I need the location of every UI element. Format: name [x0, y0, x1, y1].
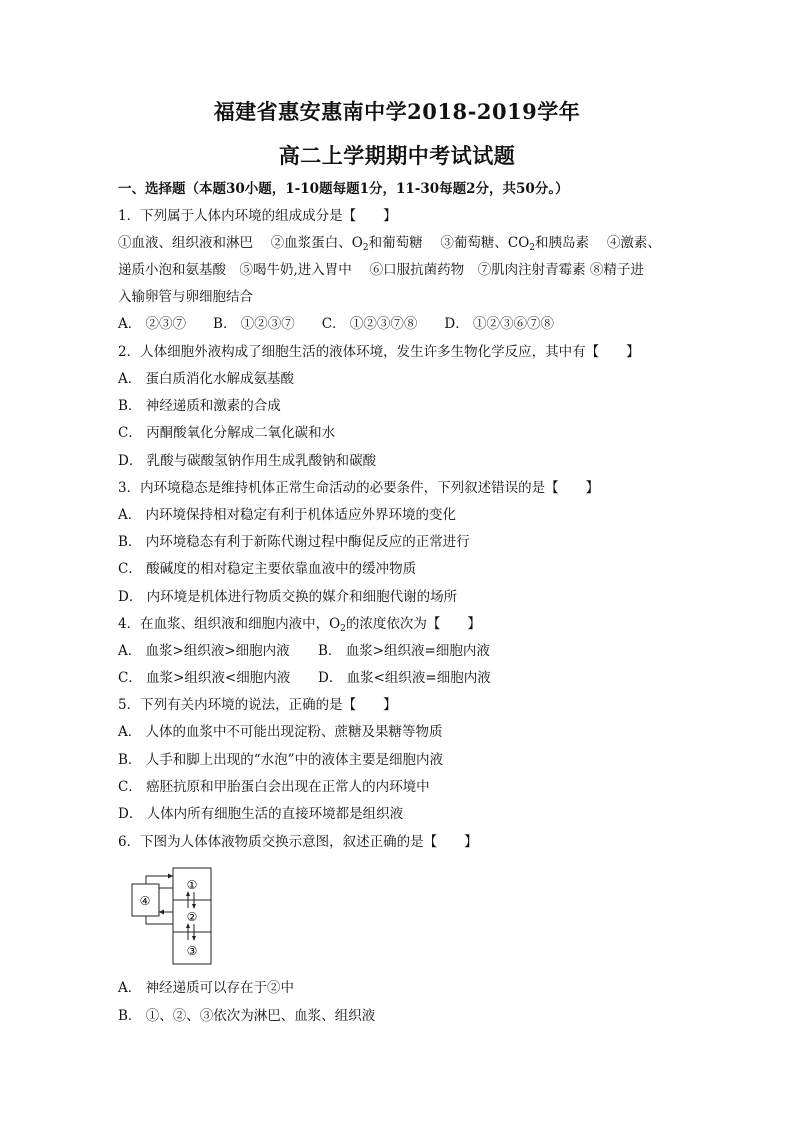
- label-4: ④: [139, 894, 151, 908]
- q2-option-c: C． 丙酮酸氧化分解成二氧化碳和水: [118, 425, 336, 441]
- q5-option-a: A． 人体的血浆中不可能出现淀粉、蔗糖及果糖等物质: [118, 724, 443, 740]
- q1-items-line1-c: 和胰岛素 ④激素、: [535, 235, 661, 251]
- q4-option-d: D． 血浆<组织液=细胞内液: [318, 670, 491, 686]
- q3-option-d: D． 内环境是机体进行物质交换的媒介和细胞代谢的场所: [118, 589, 458, 605]
- q5-option-b: B． 人手和脚上出现的“水泡”中的液体主要是细胞内液: [118, 752, 444, 768]
- q4-stem-b: 的浓度依次为【 】: [345, 616, 481, 632]
- q4-stem: [118, 615, 481, 633]
- q4-option-b: B． 血浆>组织液=细胞内液: [318, 643, 490, 659]
- label-1: ①: [186, 878, 198, 892]
- q2-option-b: B． 神经递质和激素的合成: [118, 398, 281, 414]
- section-heading: 一、选择题（本题30小题，1-10题每题1分，11-30每题2分，共50分。）: [118, 181, 569, 197]
- q1-stem: 1．下列属于人体内环境的组成成分是【 】: [118, 208, 397, 224]
- document-subtitle: 高二上学期期中考试试题: [278, 143, 516, 168]
- q4-options-row1: [118, 642, 490, 660]
- q5-option-c: C． 癌胚抗原和甲胎蛋白会出现在正常人的内环境中: [118, 779, 430, 795]
- q6-option-b: B． ①、②、③依次为淋巴、血浆、组织液: [118, 1008, 376, 1024]
- q4-o2-subscript: 2: [340, 624, 346, 634]
- q1-items-line2: 递质小泡和氨基酸 ⑤喝牛奶,进入胃中 ⑥口服抗菌药物 ⑦肌肉注射青霉素 ⑧精子进: [118, 262, 644, 278]
- q3-stem: 3．内环境稳态是维持机体正常生命活动的必要条件，下列叙述错误的是【 】: [118, 480, 600, 496]
- q1-items-line1-a: ①血液、组织液和淋巴 ②血浆蛋白、O: [118, 235, 363, 251]
- document-title: 福建省惠安惠南中学2018-2019学年: [213, 99, 581, 124]
- body-fluid-exchange-diagram: [128, 866, 218, 966]
- q2-option-d: D． 乳酸与碳酸氢钠作用生成乳酸钠和碳酸: [118, 453, 377, 469]
- q4-option-a: A． 血浆>组织液>细胞内液: [118, 643, 290, 659]
- q4-stem-a: 4．在血浆、组织液和细胞内液中，O: [118, 616, 341, 632]
- q5-option-d: D． 人体内所有细胞生活的直接环境都是组织液: [118, 806, 404, 822]
- label-3: ③: [186, 944, 198, 958]
- q1-items-line1: [118, 234, 661, 252]
- q3-option-a: A． 内环境保持相对稳定有利于机体适应外界环境的变化: [118, 507, 457, 523]
- q2-option-a: A． 蛋白质消化水解成氨基酸: [118, 371, 295, 387]
- q2-stem: 2．人体细胞外液构成了细胞生活的液体环境，发生许多生物化学反应，其中有【 】: [118, 344, 640, 360]
- co2-subscript: 2: [529, 243, 536, 253]
- q1-items-line3: 入输卵管与卵细胞结合: [118, 289, 253, 305]
- q3-option-b: B． 内环境稳态有利于新陈代谢过程中酶促反应的正常进行: [118, 534, 470, 550]
- q6-option-a: A． 神经递质可以存在于②中: [118, 980, 295, 996]
- q1-items-line1-b: 和葡萄糖 ③葡萄糖、CO: [368, 235, 530, 251]
- o2-subscript: 2: [362, 243, 369, 253]
- q4-options-row2: [118, 669, 491, 687]
- q1-options: A． ②③⑦ B． ①②③⑦ C． ①②③⑦⑧ D． ①②③⑥⑦⑧: [118, 316, 554, 332]
- q5-stem: 5．下列有关内环境的说法，正确的是【 】: [118, 697, 397, 713]
- q4-option-c: C． 血浆>组织液<细胞内液: [118, 670, 291, 686]
- q6-stem: 6．下图为人体体液物质交换示意图，叙述正确的是【 】: [118, 834, 478, 850]
- label-2: ②: [186, 910, 198, 924]
- q3-option-c: C． 酸碱度的相对稳定主要依靠血液中的缓冲物质: [118, 561, 417, 577]
